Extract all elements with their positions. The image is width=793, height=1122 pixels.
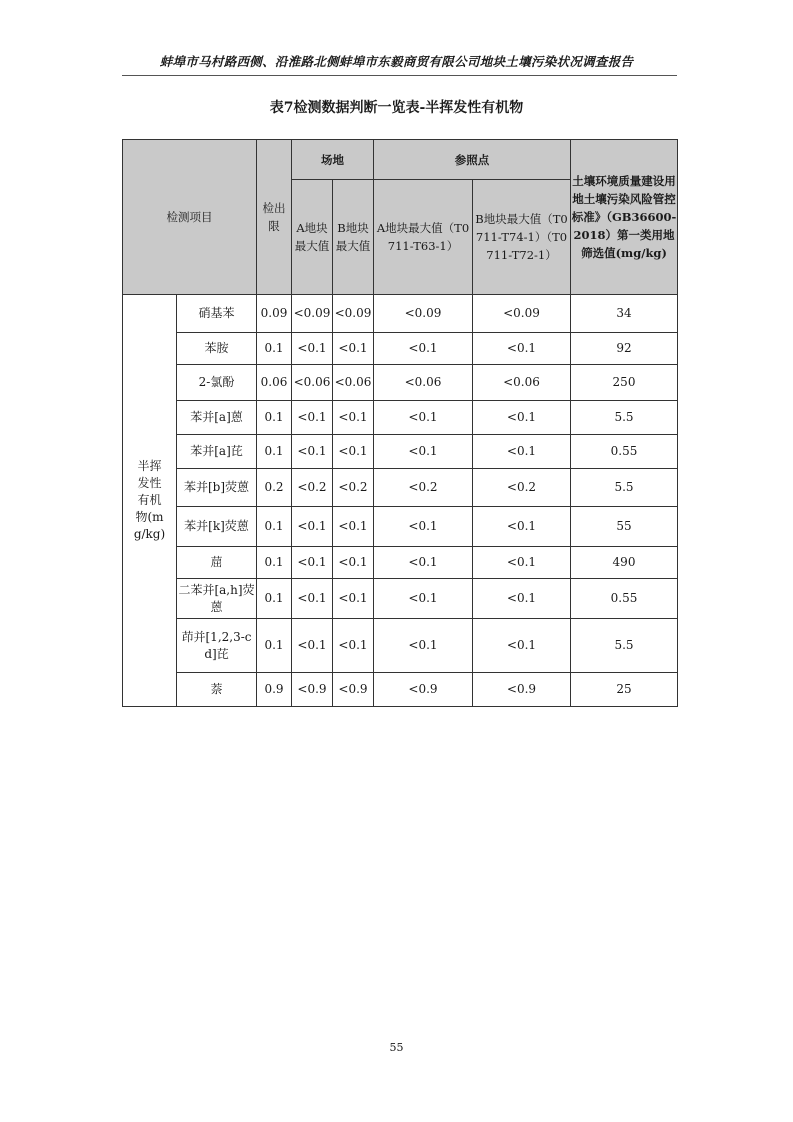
row-item-name: 苯并[b]荧蒽 <box>177 469 257 507</box>
row-site-a-max: <0.09 <box>292 295 333 333</box>
row-detection-limit: 0.9 <box>257 673 292 707</box>
header-item: 检测项目 <box>123 140 257 295</box>
row-detection-limit: 0.1 <box>257 333 292 365</box>
row-ref-b-max: <0.1 <box>473 547 571 579</box>
header-divider <box>122 75 677 76</box>
header-limit: 检出限 <box>257 140 292 295</box>
row-ref-a-max: <0.1 <box>374 547 473 579</box>
table-row <box>123 547 678 579</box>
row-item-name: 茚并[1,2,3-cd]芘 <box>177 619 257 673</box>
row-ref-a-max: <0.2 <box>374 469 473 507</box>
row-site-b-max: <0.1 <box>333 333 374 365</box>
row-site-a-max: <0.1 <box>292 333 333 365</box>
row-site-b-max: <0.9 <box>333 673 374 707</box>
row-ref-a-max: <0.1 <box>374 507 473 547</box>
row-ref-b-max: <0.2 <box>473 469 571 507</box>
row-ref-b-max: <0.1 <box>473 401 571 435</box>
row-item-name: 萘 <box>177 673 257 707</box>
category-label: 半挥发性有机物(mg/kg) <box>123 295 177 707</box>
row-site-b-max: <0.06 <box>333 365 374 401</box>
row-detection-limit: 0.2 <box>257 469 292 507</box>
table-row <box>123 365 678 401</box>
row-detection-limit: 0.1 <box>257 435 292 469</box>
header-ref-a: A地块最大值（T0711-T63-1） <box>374 180 473 295</box>
row-ref-b-max: <0.1 <box>473 619 571 673</box>
row-ref-a-max: <0.09 <box>374 295 473 333</box>
row-site-a-max: <0.1 <box>292 579 333 619</box>
header-site-a: A地块最大值 <box>292 180 333 295</box>
row-ref-a-max: <0.1 <box>374 435 473 469</box>
row-ref-a-max: <0.06 <box>374 365 473 401</box>
row-ref-b-max: <0.06 <box>473 365 571 401</box>
row-ref-b-max: <0.09 <box>473 295 571 333</box>
row-detection-limit: 0.1 <box>257 547 292 579</box>
table-body <box>123 295 678 707</box>
row-item-name: 二苯并[a,h]荧蒽 <box>177 579 257 619</box>
table-row <box>123 469 678 507</box>
row-standard-value: 250 <box>571 365 678 401</box>
row-detection-limit: 0.06 <box>257 365 292 401</box>
table-row <box>123 579 678 619</box>
row-item-name: 2-氯酚 <box>177 365 257 401</box>
row-site-a-max: <0.1 <box>292 619 333 673</box>
row-detection-limit: 0.1 <box>257 579 292 619</box>
row-site-b-max: <0.09 <box>333 295 374 333</box>
row-standard-value: 5.5 <box>571 619 678 673</box>
table-caption: 表7检测数据判断一览表-半挥发性有机物 <box>269 100 524 116</box>
row-item-name: 苯胺 <box>177 333 257 365</box>
row-item-name: 苯并[a]芘 <box>177 435 257 469</box>
row-detection-limit: 0.1 <box>257 401 292 435</box>
table-row <box>123 401 678 435</box>
row-item-name: 苯并[k]荧蒽 <box>177 507 257 547</box>
row-ref-a-max: <0.1 <box>374 579 473 619</box>
row-ref-a-max: <0.9 <box>374 673 473 707</box>
row-detection-limit: 0.1 <box>257 507 292 547</box>
voc-data-table <box>122 139 678 707</box>
row-detection-limit: 0.1 <box>257 619 292 673</box>
row-ref-b-max: <0.1 <box>473 579 571 619</box>
table-row <box>123 673 678 707</box>
row-ref-a-max: <0.1 <box>374 401 473 435</box>
page-number: 55 <box>389 1041 404 1054</box>
row-site-a-max: <0.1 <box>292 547 333 579</box>
header-site: 场地 <box>292 140 374 180</box>
header-standard: 土壤环境质量建设用地土壤污染风险管控标准》（GB36600-2018）第一类用地筛选值(mg/kg) <box>571 140 678 295</box>
row-item-name: 苯并[a]蒽 <box>177 401 257 435</box>
row-ref-b-max: <0.1 <box>473 333 571 365</box>
table-row <box>123 507 678 547</box>
header-reference: 参照点 <box>374 140 571 180</box>
row-detection-limit: 0.09 <box>257 295 292 333</box>
row-site-a-max: <0.06 <box>292 365 333 401</box>
table-row <box>123 435 678 469</box>
row-site-b-max: <0.1 <box>333 507 374 547</box>
row-item-name: 硝基苯 <box>177 295 257 333</box>
row-site-a-max: <0.1 <box>292 435 333 469</box>
row-site-b-max: <0.2 <box>333 469 374 507</box>
row-item-name: 䓛 <box>177 547 257 579</box>
row-site-a-max: <0.1 <box>292 507 333 547</box>
row-standard-value: 0.55 <box>571 435 678 469</box>
row-site-b-max: <0.1 <box>333 401 374 435</box>
row-standard-value: 92 <box>571 333 678 365</box>
row-standard-value: 0.55 <box>571 579 678 619</box>
row-ref-b-max: <0.1 <box>473 507 571 547</box>
row-site-a-max: <0.2 <box>292 469 333 507</box>
row-standard-value: 5.5 <box>571 469 678 507</box>
table-row <box>123 295 678 333</box>
table-row <box>123 333 678 365</box>
row-ref-b-max: <0.1 <box>473 435 571 469</box>
row-site-a-max: <0.9 <box>292 673 333 707</box>
row-standard-value: 5.5 <box>571 401 678 435</box>
row-site-a-max: <0.1 <box>292 401 333 435</box>
row-standard-value: 25 <box>571 673 678 707</box>
row-ref-a-max: <0.1 <box>374 619 473 673</box>
header-site-b: B地块最大值 <box>333 180 374 295</box>
row-site-b-max: <0.1 <box>333 435 374 469</box>
row-ref-b-max: <0.9 <box>473 673 571 707</box>
row-site-b-max: <0.1 <box>333 547 374 579</box>
row-standard-value: 34 <box>571 295 678 333</box>
header-ref-b: B地块最大值（T0711-T74-1）（T0711-T72-1） <box>473 180 571 295</box>
table-row <box>123 619 678 673</box>
row-standard-value: 490 <box>571 547 678 579</box>
report-header: 蚌埠市马村路西侧、沿淮路北侧蚌埠市东毅商贸有限公司地块土壤污染状况调查报告 <box>159 54 634 69</box>
row-site-b-max: <0.1 <box>333 579 374 619</box>
row-site-b-max: <0.1 <box>333 619 374 673</box>
row-standard-value: 55 <box>571 507 678 547</box>
row-ref-a-max: <0.1 <box>374 333 473 365</box>
